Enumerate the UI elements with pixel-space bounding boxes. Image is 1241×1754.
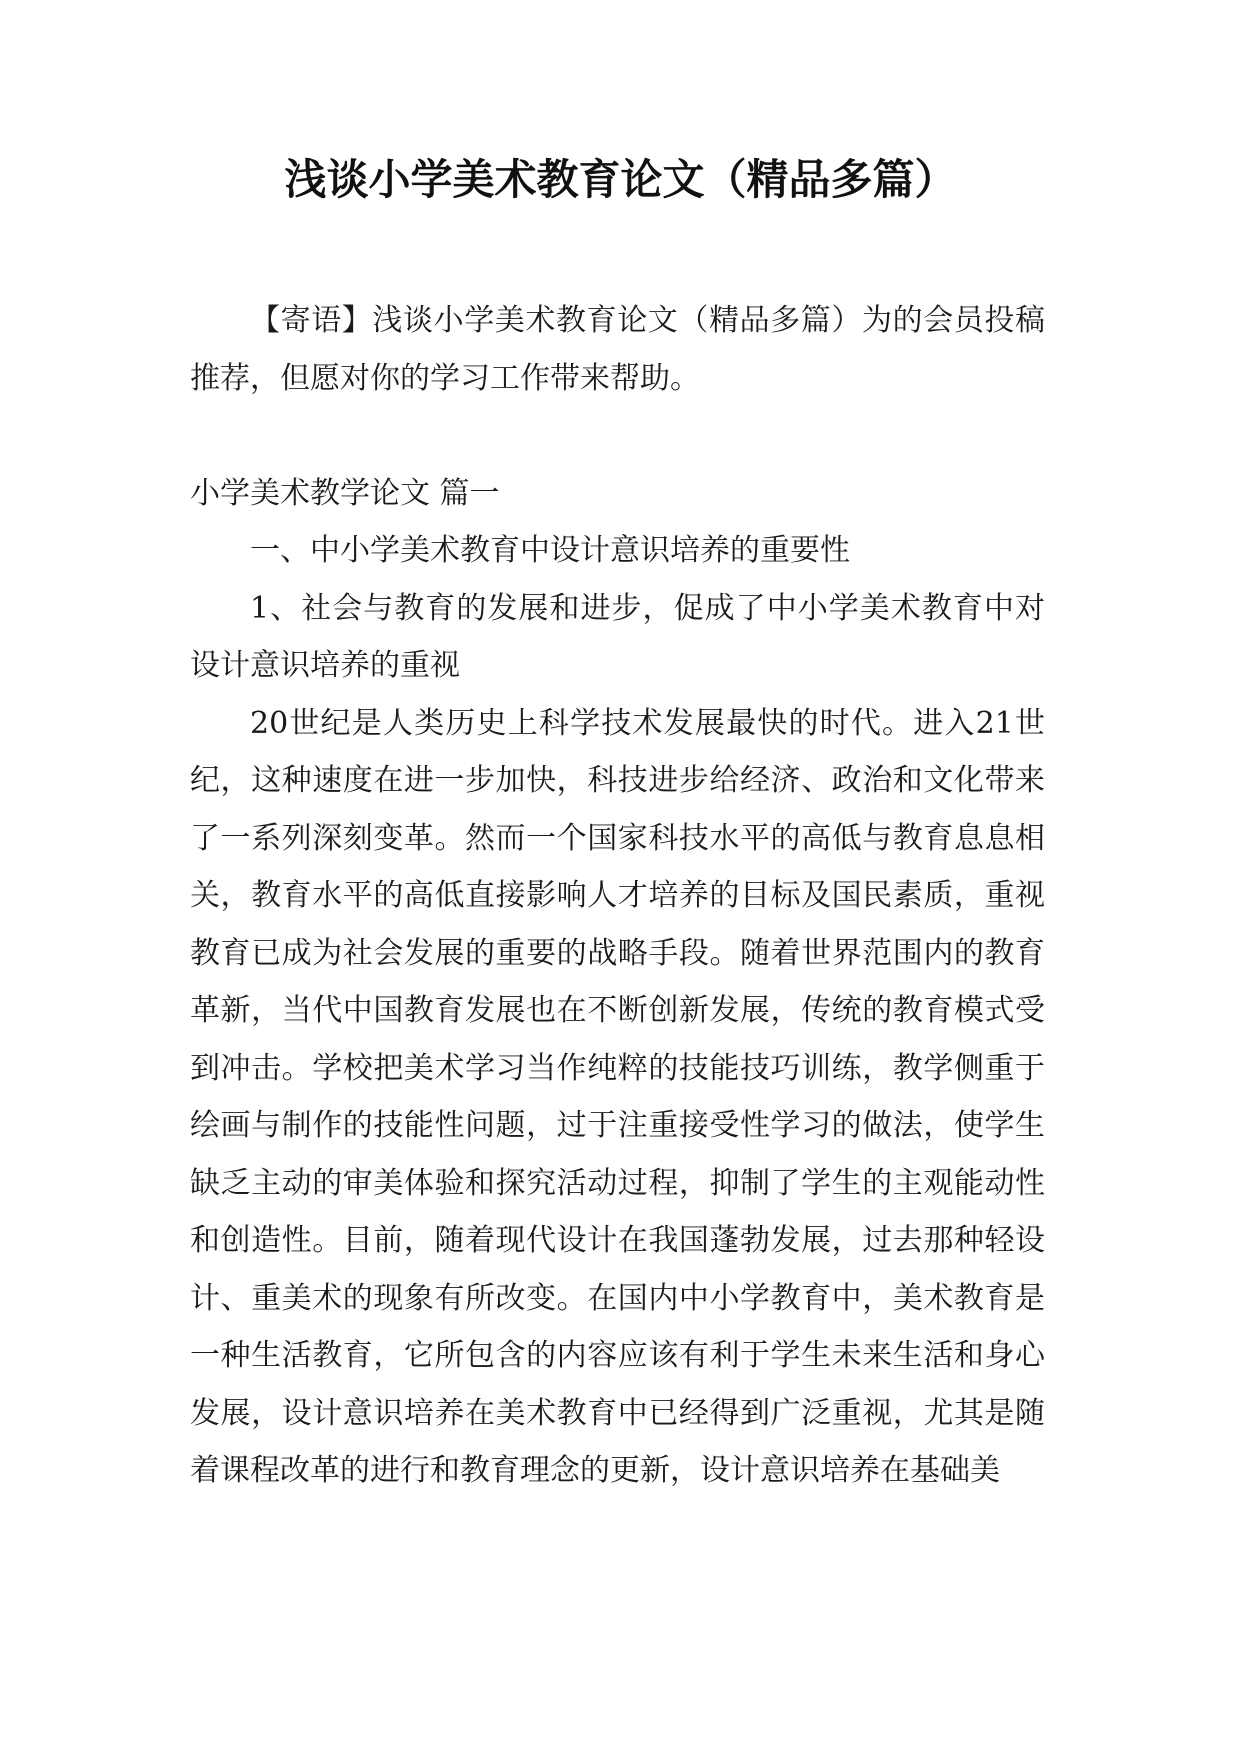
document-title: 浅谈小学美术教育论文（精品多篇） — [284, 155, 957, 204]
document-body — [190, 292, 1045, 1500]
section-heading: 小学美术教学论文 篇一 — [190, 475, 500, 511]
subheading-social-progress: 1、社会与教育的发展和进步，促成了中小学美术教育中对设计意识培养的重视 — [190, 590, 1045, 683]
subheading-importance: 一、中小学美术教育中设计意识培养的重要性 — [250, 533, 850, 568]
body-paragraph: 20世纪是人类历史上科学技术发展最快的时代。进入21世纪，这种速度在进一步加快，科技进步给经济、政治和文化带来了一系列深刻变革。然而一个国家科技水平的高低与教育息息相关，教育水平的高低直接影响人才培养的目标及国民素质，重视教育已成为社会发展的重要的战略手段。随着世界范围内的教育革新，当代中国教育发展也在不断创新发展，传统的教育模式受到冲击。学校把美术学习当作纯粹的技能技巧训练，教学侧重于绘画与制作的技能性问题，过于注重接受性学习的做法，使学生缺乏主动的审美体验和探究活动过程，抑制了学生的主观能动性和创造性。目前，随着现代设计在我国蓬勃发展，过去那种轻设计、重美术的现象有所改变。在国内中小学教育中，美术教育是一种生活教育，它所包含的内容应该有利于学生未来生活和身心发展，设计意识培养在美术教育中已经得到广泛重视，尤其是随着课程改革的进行和教育理念的更新，设计意识培养在基础美 — [190, 705, 1045, 1488]
intro-paragraph: 【寄语】浅谈小学美术教育论文（精品多篇）为的会员投稿推荐，但愿对你的学习工作带来帮助。 — [190, 303, 1045, 396]
